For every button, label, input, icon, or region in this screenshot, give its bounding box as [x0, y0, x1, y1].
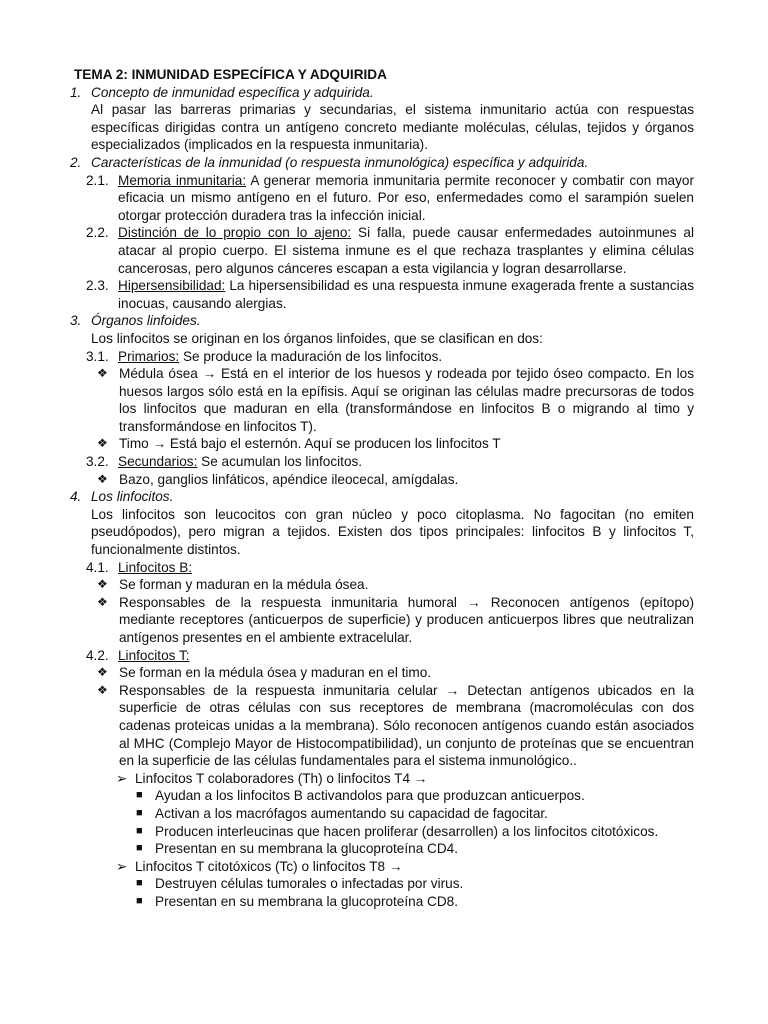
bullet-item: ❖ Bazo, ganglios linfáticos, apéndice ileocecal, amígdalas.	[97, 471, 459, 487]
subsection-2-3: 2.3. Hipersensibilidad: La hipersensibilidad es una respuesta inmune exagerada frente a sustancias inocuas, causando alergias.	[86, 278, 694, 311]
bullet-item: ❖ Responsables de la respuesta inmunitaria celular → Detectan antígenos ubicados en la superficie de otras células con sus receptores de membrana (macromoléculas con dos cadenas proteicas unidas a la membrana). Sólo reconocen antígenos cuando están asociados al MHC (Complejo Mayor de Histocompatibilidad), un conjunto de proteínas que se encuentran en la superficie de las células fundamentales para el sistema inmunológico..	[97, 682, 694, 769]
square-bullet-icon: ■	[136, 789, 143, 802]
section-3-intro: Los linfocitos se originan en los órganos linfoides, que se clasifican en dos:	[91, 330, 543, 346]
diamond-bullet-icon: ❖	[97, 594, 108, 609]
square-bullet-icon: ■	[136, 824, 143, 837]
square-item: ■ Ayudan a los linfocitos B activandolos para que produzcan anticuerpos.	[136, 788, 585, 804]
subsection-term: Primarios:	[118, 348, 180, 364]
arrowhead-bullet-icon: ➢	[116, 770, 128, 786]
subsection-number: 4.2.	[86, 647, 109, 663]
subsection-term: Linfocitos B:	[118, 559, 193, 575]
diamond-bullet-icon: ❖	[97, 471, 108, 486]
square-item: ■ Presentan en su membrana la glucoproteína CD8.	[136, 893, 459, 909]
arrowhead-bullet-icon: ➢	[116, 858, 128, 874]
subsection-number: 3.2.	[86, 454, 109, 470]
subsection-term: Memoria inmunitaria:	[118, 172, 247, 188]
subsection-4-2	[72, 647, 694, 665]
diamond-bullet-icon: ❖	[97, 665, 108, 680]
section-number: 3.	[70, 313, 82, 329]
square-bullet-icon: ■	[136, 894, 143, 907]
bullet-item: ❖ Se forman en la médula ósea y maduran en el timo.	[97, 665, 432, 681]
section-number: 2.	[70, 154, 82, 170]
section-4-intro: Los linfocitos son leucocitos con gran núcleo y poco citoplasma. No fagocitan (no emiten pseudópodos), pero migran a tejidos. Existen dos tipos principales: linfocitos B y linfocitos T, funcionalmente distintos.	[91, 506, 694, 558]
subsection-2-1: 2.1. Memoria inmunitaria: A generar memoria inmunitaria permite reconocer y combatir con mayor eficacia un mismo antígeno en el futuro. Por eso, enfermedades como el sarampión suelen otorgar protección duradera tras la infección inicial.	[86, 172, 695, 223]
subsection-3-1: 3.1. Primarios: Se produce la maduración de los linfocitos.	[86, 348, 443, 364]
subsection-term: Distinción de lo propio con lo ajeno:	[118, 225, 352, 241]
square-item: ■ Presentan en su membrana la glucoproteína CD4.	[136, 841, 459, 857]
subsection-4-1	[72, 559, 694, 577]
subsection-2-2: 2.2. Distinción de lo propio con lo ajeno: Si falla, puede causar enfermedades autoinmunes al atacar al propio cuerpo. El sistema inmune es el que rechaza trasplantes y elimina células cancerosas, pero algunos cánceres escapan a esta vigilancia y logran desarrollarse.	[86, 225, 694, 276]
bullet-item: ❖ Timo → Está bajo el esternón. Aquí se producen los linfocitos T	[97, 436, 501, 452]
square-item: ■ Producen interleucinas que hacen proliferar (desarrollen) a los linfocitos citotóxicos.	[136, 823, 659, 839]
section-number: 1.	[70, 84, 82, 100]
subsection-term: Secundarios:	[118, 454, 198, 470]
diamond-bullet-icon: ❖	[97, 436, 108, 451]
diamond-bullet-icon: ❖	[97, 577, 108, 592]
diamond-bullet-icon: ❖	[97, 366, 108, 381]
subsection-term: Linfocitos T:	[118, 647, 190, 663]
diamond-bullet-icon: ❖	[97, 682, 108, 697]
section-1-text: Al pasar las barreras primarias y secundarias, el sistema inmunitario actúa con respuestas específicas dirigidas contra un antígeno concreto mediante moléculas, células, tejidos y órganos especializados (implicados en la respuesta inmunitaria).	[91, 102, 694, 153]
arrow-item-th: ➢ Linfocitos T colaboradores (Th) o linfocitos T4 →	[116, 770, 428, 786]
section-number: 4.	[70, 489, 82, 505]
subsection-number: 2.3.	[86, 278, 109, 294]
section-1-heading: 1. Concepto de inmunidad específica y adquirida.	[70, 84, 374, 100]
section-2-heading: 2. Características de la inmunidad (o respuesta inmunológica) específica y adquirida.	[70, 154, 589, 170]
square-item: ■ Activan a los macrófagos aumentando su capacidad de fagocitar.	[136, 805, 548, 821]
section-4-heading: 4. Los linfocitos.	[70, 489, 174, 505]
subsection-number: 4.1.	[86, 559, 109, 575]
subsection-number: 3.1.	[86, 348, 109, 364]
subsection-3-2: 3.2. Secundarios: Se acumulan los linfocitos.	[86, 454, 363, 470]
document-title: TEMA 2: INMUNIDAD ESPECÍFICA Y ADQUIRIDA	[74, 67, 387, 82]
subsection-term: Hipersensibilidad:	[118, 278, 226, 294]
square-bullet-icon: ■	[136, 842, 143, 855]
bullet-item: ❖ Médula ósea → Está en el interior de los huesos y rodeada por tejido óseo compacto. En los huesos largos sólo está en la epífisis. Aquí se originan las células madre precursoras de todos los linfocitos que maduran en ella (transformándose en linfocitos B o migrando al timo y transformándose en linfocitos T).	[97, 366, 694, 434]
section-3-heading: 3. Órganos linfoides.	[70, 313, 201, 329]
square-item: ■ Destruyen células tumorales o infectadas por virus.	[136, 876, 464, 892]
square-bullet-icon: ■	[136, 806, 143, 819]
bullet-item: ❖ Responsables de la respuesta inmunitaria humoral → Reconocen antígenos (epítopo) mediante receptores (anticuerpos de superficie) y producen anticuerpos libres que neutralizan antígenos presentes en el ambiente extracelular.	[97, 594, 694, 645]
arrow-item-tc: ➢ Linfocitos T citotóxicos (Tc) o linfocitos T8 →	[116, 858, 403, 874]
subsection-number: 2.1.	[86, 172, 109, 188]
bullet-item: ❖ Se forman y maduran en la médula ósea.	[97, 577, 369, 593]
subsection-number: 2.2.	[86, 225, 109, 241]
square-bullet-icon: ■	[136, 877, 143, 890]
